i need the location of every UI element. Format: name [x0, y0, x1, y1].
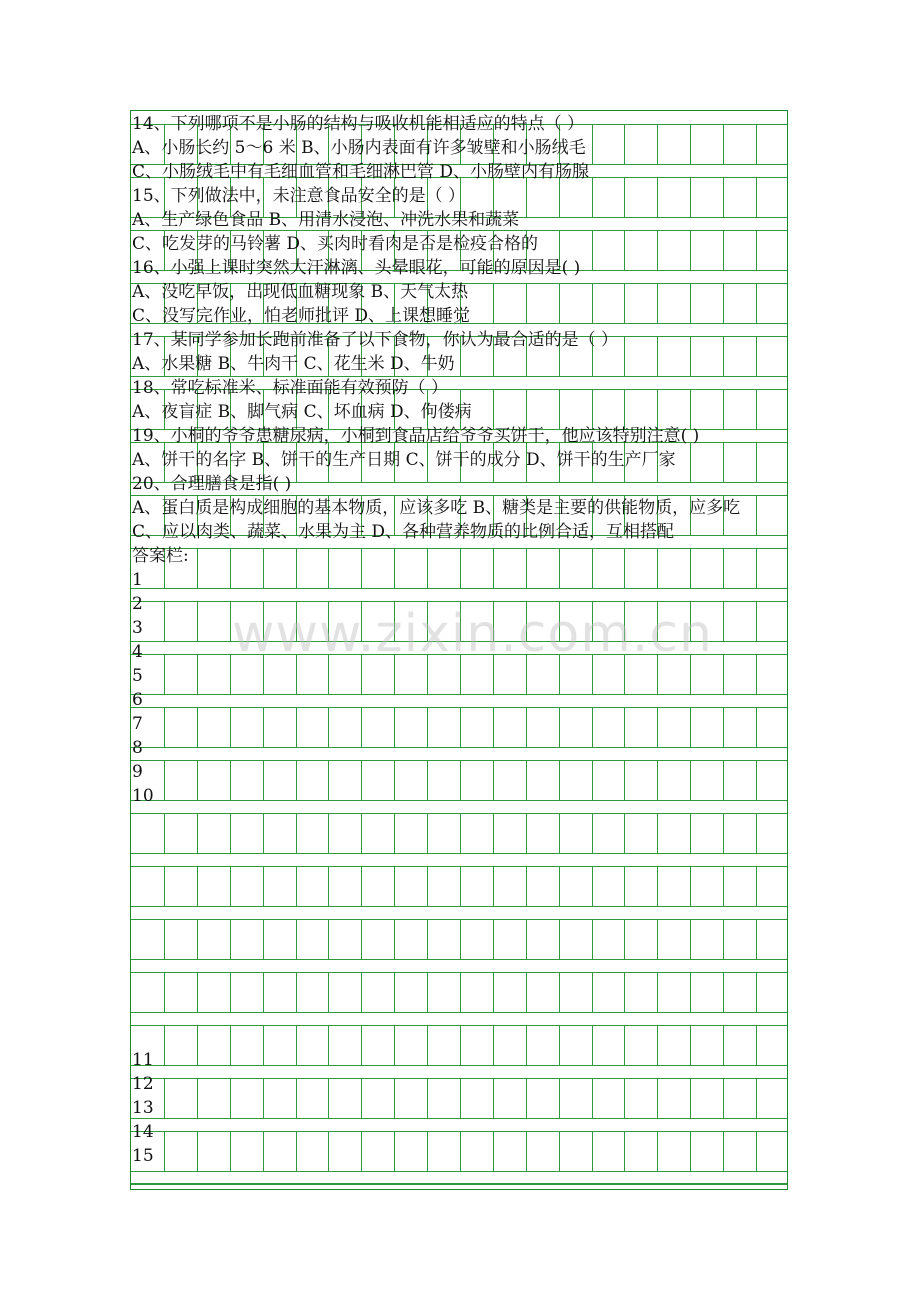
grid-cell-divider	[526, 1025, 527, 1065]
grid-cell-divider	[624, 1025, 625, 1065]
grid-cell-divider	[756, 1131, 757, 1171]
grid-cell-divider	[493, 548, 494, 588]
grid-cell-divider	[756, 283, 757, 323]
grid-cell-divider	[361, 1078, 362, 1118]
grid-rule	[131, 694, 787, 695]
grid-cell-divider	[657, 389, 658, 429]
grid-cell-divider	[328, 760, 329, 800]
grid-cell-divider	[592, 283, 593, 323]
grid-cell-divider	[394, 760, 395, 800]
grid-cell-divider	[756, 548, 757, 588]
grid-cell-divider	[296, 1078, 297, 1118]
grid-cell-divider	[723, 866, 724, 906]
grid-cell-divider	[296, 760, 297, 800]
grid-rule	[131, 959, 787, 960]
grid-cell-divider	[690, 866, 691, 906]
grid-cell-divider	[263, 972, 264, 1012]
grid-cell-divider	[592, 760, 593, 800]
grid-cell-divider	[723, 919, 724, 959]
grid-rule	[131, 1183, 787, 1184]
grid-cell-divider	[230, 707, 231, 747]
answer-number: 11	[132, 1050, 154, 1070]
grid-cell-divider	[427, 548, 428, 588]
grid-cell-divider	[592, 1131, 593, 1171]
grid-cell-divider	[526, 389, 527, 429]
grid-cell-divider	[197, 972, 198, 1012]
grid-cell-divider	[592, 230, 593, 270]
grid-cell-divider	[230, 601, 231, 641]
grid-cell-divider	[592, 972, 593, 1012]
grid-cell-divider	[723, 1025, 724, 1065]
grid-cell-divider	[526, 548, 527, 588]
grid-cell-divider	[427, 1025, 428, 1065]
grid-rule	[131, 1012, 787, 1013]
grid-cell-divider	[723, 336, 724, 376]
grid-cell-divider	[263, 1025, 264, 1065]
grid-cell-divider	[230, 919, 231, 959]
grid-rule	[131, 800, 787, 801]
grid-cell-divider	[690, 760, 691, 800]
grid-rule	[131, 1065, 787, 1066]
option-line: A、没吃早饭，出现低血糖现象 B、天气太热	[132, 282, 469, 302]
grid-cell-divider	[164, 760, 165, 800]
question-14: 14、下列哪项不是小肠的结构与吸收机能相适应的特点（ ）	[132, 114, 585, 134]
grid-cell-divider	[230, 1025, 231, 1065]
grid-cell-divider	[263, 866, 264, 906]
answer-number: 2	[132, 594, 143, 614]
grid-cell-divider	[723, 654, 724, 694]
grid-cell-divider	[328, 1131, 329, 1171]
grid-cell-divider	[723, 1131, 724, 1171]
grid-cell-divider	[690, 1025, 691, 1065]
grid-cell-divider	[657, 230, 658, 270]
grid-cell-divider	[230, 654, 231, 694]
grid-cell-divider	[690, 177, 691, 217]
grid-rule	[131, 1184, 787, 1185]
grid-cell-divider	[460, 1131, 461, 1171]
grid-cell-divider	[723, 707, 724, 747]
option-line: A、生产绿色食品 B、用清水浸泡、冲洗水果和蔬菜	[132, 210, 520, 230]
grid-cell-divider	[723, 389, 724, 429]
grid-cell-divider	[197, 760, 198, 800]
grid-cell-divider	[394, 1025, 395, 1065]
grid-cell-divider	[559, 389, 560, 429]
option-line: A、水果糖 B、牛肉干 C、花生米 D、牛奶	[132, 354, 455, 374]
grid-cell-divider	[559, 1131, 560, 1171]
grid-cell-divider	[723, 177, 724, 217]
grid-rule	[131, 1118, 787, 1119]
grid-cell-divider	[624, 283, 625, 323]
grid-cell-divider	[427, 813, 428, 853]
grid-cell-divider	[460, 1025, 461, 1065]
answer-number: 6	[132, 690, 143, 710]
grid-cell-divider	[592, 124, 593, 164]
grid-cell-divider	[690, 813, 691, 853]
grid-rule	[131, 906, 787, 907]
grid-cell-divider	[690, 283, 691, 323]
grid-cell-divider	[592, 707, 593, 747]
grid-cell-divider	[427, 866, 428, 906]
grid-cell-divider	[460, 1078, 461, 1118]
grid-cell-divider	[493, 1131, 494, 1171]
grid-cell-divider	[624, 389, 625, 429]
grid-cell-divider	[164, 1131, 165, 1171]
grid-cell-divider	[361, 972, 362, 1012]
grid-cell-divider	[361, 707, 362, 747]
grid-cell-divider	[559, 1025, 560, 1065]
grid-cell-divider	[657, 548, 658, 588]
grid-cell-divider	[756, 866, 757, 906]
grid-cell-divider	[624, 124, 625, 164]
grid-cell-divider	[361, 548, 362, 588]
grid-cell-divider	[756, 760, 757, 800]
grid-cell-divider	[723, 283, 724, 323]
grid-cell-divider	[361, 1025, 362, 1065]
grid-cell-divider	[328, 707, 329, 747]
grid-cell-divider	[493, 760, 494, 800]
grid-cell-divider	[493, 1025, 494, 1065]
grid-cell-divider	[427, 760, 428, 800]
grid-cell-divider	[361, 866, 362, 906]
grid-cell-divider	[164, 1078, 165, 1118]
grid-cell-divider	[197, 707, 198, 747]
grid-cell-divider	[756, 1025, 757, 1065]
grid-cell-divider	[592, 813, 593, 853]
grid-cell-divider	[328, 866, 329, 906]
grid-cell-divider	[559, 813, 560, 853]
grid-cell-divider	[230, 548, 231, 588]
grid-cell-divider	[361, 1131, 362, 1171]
grid-cell-divider	[526, 177, 527, 217]
option-line: C、没写完作业，怕老师批评 D、上课想睡觉	[132, 306, 471, 326]
option-line: A、蛋白质是构成细胞的基本物质，应该多吃 B、糖类是主要的供能物质，应多吃	[132, 498, 741, 518]
grid-cell-divider	[296, 548, 297, 588]
grid-cell-divider	[526, 919, 527, 959]
grid-cell-divider	[592, 177, 593, 217]
grid-cell-divider	[624, 336, 625, 376]
grid-cell-divider	[164, 707, 165, 747]
grid-cell-divider	[559, 707, 560, 747]
grid-rule	[131, 747, 787, 748]
grid-cell-divider	[690, 548, 691, 588]
grid-cell-divider	[723, 601, 724, 641]
grid-cell-divider	[592, 548, 593, 588]
grid-cell-divider	[657, 1078, 658, 1118]
grid-cell-divider	[723, 442, 724, 482]
grid-rule	[131, 376, 787, 377]
grid-cell-divider	[559, 1078, 560, 1118]
grid-cell-divider	[756, 654, 757, 694]
grid-cell-divider	[756, 177, 757, 217]
grid-cell-divider	[263, 1131, 264, 1171]
grid-cell-divider	[624, 230, 625, 270]
grid-cell-divider	[592, 389, 593, 429]
grid-cell-divider	[624, 919, 625, 959]
grid-cell-divider	[394, 548, 395, 588]
grid-cell-divider	[690, 707, 691, 747]
grid-cell-divider	[657, 866, 658, 906]
grid-cell-divider	[197, 919, 198, 959]
grid-cell-divider	[197, 813, 198, 853]
grid-cell-divider	[197, 654, 198, 694]
grid-cell-divider	[657, 707, 658, 747]
grid-cell-divider	[657, 813, 658, 853]
grid-cell-divider	[624, 177, 625, 217]
grid-cell-divider	[296, 707, 297, 747]
grid-cell-divider	[361, 919, 362, 959]
question-15: 15、下列做法中，未注意食品安全的是（ ）	[132, 186, 466, 206]
grid-cell-divider	[756, 919, 757, 959]
grid-cell-divider	[460, 866, 461, 906]
grid-cell-divider	[460, 972, 461, 1012]
grid-cell-divider	[328, 972, 329, 1012]
grid-cell-divider	[526, 813, 527, 853]
grid-cell-divider	[230, 972, 231, 1012]
answer-number: 13	[132, 1098, 154, 1118]
grid-cell-divider	[361, 813, 362, 853]
question-16: 16、小强上课时突然大汗淋漓、头晕眼花，可能的原因是( )	[132, 258, 581, 278]
grid-rule	[131, 1171, 787, 1172]
grid-cell-divider	[592, 866, 593, 906]
grid-cell-divider	[296, 1025, 297, 1065]
grid-cell-divider	[197, 548, 198, 588]
grid-cell-divider	[296, 813, 297, 853]
grid-cell-divider	[756, 389, 757, 429]
grid-cell-divider	[690, 919, 691, 959]
grid-cell-divider	[394, 813, 395, 853]
grid-cell-divider	[230, 866, 231, 906]
grid-cell-divider	[657, 919, 658, 959]
grid-rule	[131, 588, 787, 589]
grid-cell-divider	[723, 813, 724, 853]
grid-cell-divider	[526, 707, 527, 747]
grid-cell-divider	[526, 760, 527, 800]
grid-cell-divider	[723, 760, 724, 800]
grid-cell-divider	[526, 1078, 527, 1118]
answer-label: 答案栏:	[132, 546, 189, 566]
grid-cell-divider	[394, 866, 395, 906]
grid-cell-divider	[296, 866, 297, 906]
option-line: A、饼干的名字 B、饼干的生产日期 C、饼干的成分 D、饼干的生产厂家	[132, 450, 676, 470]
answer-number: 14	[132, 1122, 154, 1142]
grid-cell-divider	[493, 283, 494, 323]
grid-cell-divider	[197, 1078, 198, 1118]
answer-number: 7	[132, 714, 143, 734]
grid-cell-divider	[526, 866, 527, 906]
grid-cell-divider	[164, 919, 165, 959]
grid-cell-divider	[624, 972, 625, 1012]
grid-cell-divider	[263, 1078, 264, 1118]
grid-cell-divider	[263, 760, 264, 800]
grid-cell-divider	[657, 177, 658, 217]
grid-cell-divider	[427, 972, 428, 1012]
watermark: www.zixin.com.cn	[232, 604, 713, 664]
grid-cell-divider	[723, 1078, 724, 1118]
grid-cell-divider	[559, 177, 560, 217]
grid-cell-divider	[427, 1078, 428, 1118]
grid-cell-divider	[493, 707, 494, 747]
grid-cell-divider	[690, 972, 691, 1012]
answer-number: 1	[132, 570, 143, 590]
grid-cell-divider	[657, 760, 658, 800]
grid-cell-divider	[427, 1131, 428, 1171]
grid-cell-divider	[690, 1131, 691, 1171]
grid-cell-divider	[592, 1078, 593, 1118]
grid-cell-divider	[559, 283, 560, 323]
grid-cell-divider	[690, 336, 691, 376]
grid-cell-divider	[624, 707, 625, 747]
grid-cell-divider	[230, 1131, 231, 1171]
grid-cell-divider	[394, 707, 395, 747]
grid-cell-divider	[559, 866, 560, 906]
answer-number: 8	[132, 738, 143, 758]
grid-cell-divider	[493, 972, 494, 1012]
grid-cell-divider	[559, 972, 560, 1012]
grid-cell-divider	[164, 866, 165, 906]
grid-cell-divider	[394, 1131, 395, 1171]
grid-cell-divider	[624, 813, 625, 853]
grid-cell-divider	[394, 972, 395, 1012]
question-20: 20、合理膳食是指( )	[132, 474, 292, 494]
grid-cell-divider	[493, 866, 494, 906]
grid-cell-divider	[526, 1131, 527, 1171]
grid-cell-divider	[197, 1025, 198, 1065]
answer-number: 5	[132, 666, 143, 686]
grid-cell-divider	[164, 972, 165, 1012]
grid-cell-divider	[230, 760, 231, 800]
grid-cell-divider	[460, 760, 461, 800]
answer-number: 3	[132, 618, 143, 638]
grid-cell-divider	[460, 813, 461, 853]
grid-cell-divider	[756, 336, 757, 376]
grid-cell-divider	[296, 919, 297, 959]
option-line: C、应以肉类、蔬菜、水果为主 D、各种营养物质的比例合适，互相搭配	[132, 522, 675, 542]
option-line: C、小肠绒毛中有毛细血管和毛细淋巴管 D、小肠壁内有肠腺	[132, 162, 590, 182]
question-18: 18、常吃标准米、标准面能有效预防（ ）	[132, 378, 449, 398]
grid-cell-divider	[592, 1025, 593, 1065]
question-19: 19、小桐的爷爷患糖尿病，小桐到食品店给爷爷买饼干，他应该特别注意( )	[132, 426, 700, 446]
option-line: A、小肠长约 5～6 米 B、小肠内表面有许多皱壁和小肠绒毛	[132, 138, 586, 158]
grid-cell-divider	[624, 760, 625, 800]
grid-cell-divider	[624, 1078, 625, 1118]
grid-cell-divider	[164, 601, 165, 641]
grid-cell-divider	[723, 230, 724, 270]
grid-rule	[131, 853, 787, 854]
grid-cell-divider	[263, 548, 264, 588]
grid-cell-divider	[559, 760, 560, 800]
grid-cell-divider	[690, 1078, 691, 1118]
grid-cell-divider	[427, 707, 428, 747]
grid-cell-divider	[690, 124, 691, 164]
grid-cell-divider	[526, 283, 527, 323]
grid-cell-divider	[756, 707, 757, 747]
grid-cell-divider	[657, 336, 658, 376]
answer-number: 12	[132, 1074, 154, 1094]
grid-cell-divider	[296, 972, 297, 1012]
grid-cell-divider	[197, 601, 198, 641]
grid-cell-divider	[657, 972, 658, 1012]
grid-cell-divider	[328, 1078, 329, 1118]
grid-cell-divider	[164, 654, 165, 694]
answer-number: 9	[132, 762, 143, 782]
grid-cell-divider	[263, 919, 264, 959]
grid-cell-divider	[690, 389, 691, 429]
grid-cell-divider	[493, 919, 494, 959]
grid-cell-divider	[460, 548, 461, 588]
grid-cell-divider	[230, 813, 231, 853]
grid-cell-divider	[756, 442, 757, 482]
grid-cell-divider	[526, 972, 527, 1012]
grid-cell-divider	[756, 230, 757, 270]
grid-cell-divider	[263, 707, 264, 747]
grid-cell-divider	[690, 442, 691, 482]
grid-cell-divider	[690, 230, 691, 270]
grid-cell-divider	[197, 866, 198, 906]
grid-cell-divider	[460, 919, 461, 959]
grid-cell-divider	[723, 548, 724, 588]
grid-cell-divider	[296, 1131, 297, 1171]
grid-cell-divider	[756, 601, 757, 641]
grid-cell-divider	[263, 813, 264, 853]
answer-number: 4	[132, 642, 143, 662]
answer-number: 15	[132, 1146, 154, 1166]
grid-cell-divider	[657, 124, 658, 164]
grid-cell-divider	[197, 1131, 198, 1171]
grid-cell-divider	[164, 1025, 165, 1065]
grid-cell-divider	[493, 389, 494, 429]
grid-cell-divider	[328, 548, 329, 588]
grid-cell-divider	[460, 707, 461, 747]
grid-cell-divider	[164, 813, 165, 853]
grid-cell-divider	[756, 813, 757, 853]
grid-cell-divider	[756, 124, 757, 164]
grid-cell-divider	[328, 813, 329, 853]
option-line: A、夜盲症 B、脚气病 C、坏血病 D、佝偻病	[132, 402, 472, 422]
grid-cell-divider	[624, 548, 625, 588]
grid-cell-divider	[328, 919, 329, 959]
grid-cell-divider	[361, 760, 362, 800]
grid-cell-divider	[493, 1078, 494, 1118]
grid-cell-divider	[657, 283, 658, 323]
grid-cell-divider	[624, 866, 625, 906]
grid-cell-divider	[394, 1078, 395, 1118]
grid-cell-divider	[559, 919, 560, 959]
grid-cell-divider	[592, 919, 593, 959]
grid-cell-divider	[723, 124, 724, 164]
option-line: C、吃发芽的马铃薯 D、买肉时看肉是否是检疫合格的	[132, 234, 539, 254]
grid-cell-divider	[394, 919, 395, 959]
grid-cell-divider	[756, 1078, 757, 1118]
question-17: 17、某同学参加长跑前准备了以下食物，你认为最合适的是（ ）	[132, 330, 619, 350]
grid-cell-divider	[756, 972, 757, 1012]
grid-cell-divider	[559, 548, 560, 588]
answer-number: 10	[132, 786, 154, 806]
grid-cell-divider	[624, 1131, 625, 1171]
grid-cell-divider	[493, 813, 494, 853]
grid-cell-divider	[723, 972, 724, 1012]
grid-cell-divider	[328, 1025, 329, 1065]
grid-cell-divider	[756, 495, 757, 535]
grid-cell-divider	[230, 1078, 231, 1118]
grid-cell-divider	[657, 1025, 658, 1065]
grid-cell-divider	[427, 919, 428, 959]
grid-cell-divider	[657, 1131, 658, 1171]
